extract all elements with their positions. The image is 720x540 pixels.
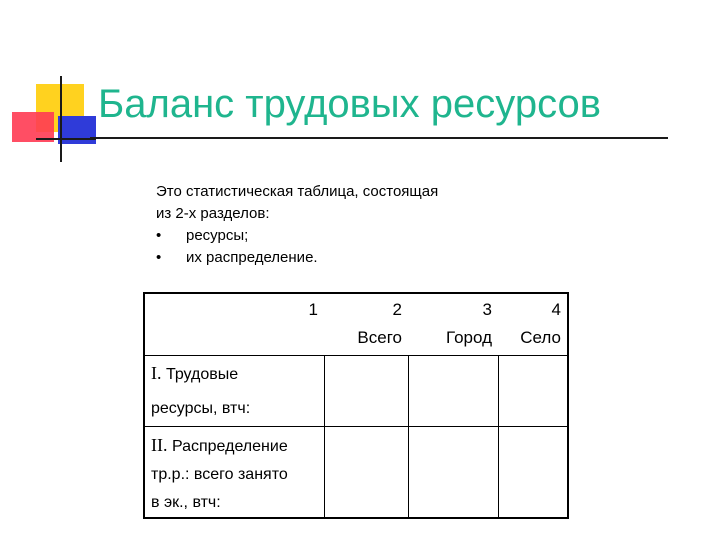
slide-logo [0, 0, 110, 170]
bullet-icon: • [156, 249, 162, 266]
title-divider [90, 137, 668, 139]
header-cell-col-3 [408, 293, 498, 355]
bullet-text: их распределение. [186, 249, 318, 266]
header-cell-col-2 [324, 293, 408, 355]
table-header-row [144, 293, 568, 355]
page-title: Баланс трудовых ресурсов [98, 82, 602, 126]
row-label-line-2: ресурсы, втч: [151, 399, 251, 417]
column-number: 3 [482, 300, 492, 319]
table-cell [408, 355, 498, 426]
intro-text [156, 181, 438, 269]
logo-vertical-line [60, 76, 62, 162]
row-label-line-2: тр.р.: всего занято [151, 465, 288, 483]
row-label-line-3: в эк., втч: [151, 493, 221, 511]
table-row [144, 426, 568, 518]
bullet-icon: • [156, 227, 162, 244]
table-cell [498, 355, 568, 426]
column-label: Город [446, 328, 492, 347]
balance-table [143, 292, 569, 519]
table-cell [324, 426, 408, 518]
row-label-labour-resources [144, 355, 324, 426]
column-number: 1 [308, 300, 318, 319]
intro-line-2: из 2-х разделов: [156, 205, 270, 222]
row-label-line-1: Распределение [171, 437, 288, 455]
column-number: 2 [392, 300, 402, 319]
table-row [144, 355, 568, 426]
header-cell-col-4 [498, 293, 568, 355]
bullet-item-resources [156, 225, 438, 247]
bullet-text: ресурсы; [186, 227, 249, 244]
logo-horizontal-line [36, 138, 96, 140]
table-cell [408, 426, 498, 518]
column-number: 4 [551, 300, 561, 319]
column-label: Село [520, 328, 561, 347]
row-label-distribution [144, 426, 324, 518]
row-label-line-1: Трудовые [165, 365, 239, 383]
section-number: I. [151, 362, 162, 383]
header-cell-col-1 [144, 293, 324, 355]
intro-line-1: Это статистическая таблица, состоящая [156, 183, 439, 200]
column-label: Всего [357, 328, 402, 347]
table-cell [498, 426, 568, 518]
table-cell [324, 355, 408, 426]
section-number: II. [151, 434, 168, 455]
bullet-item-distribution [156, 247, 438, 269]
